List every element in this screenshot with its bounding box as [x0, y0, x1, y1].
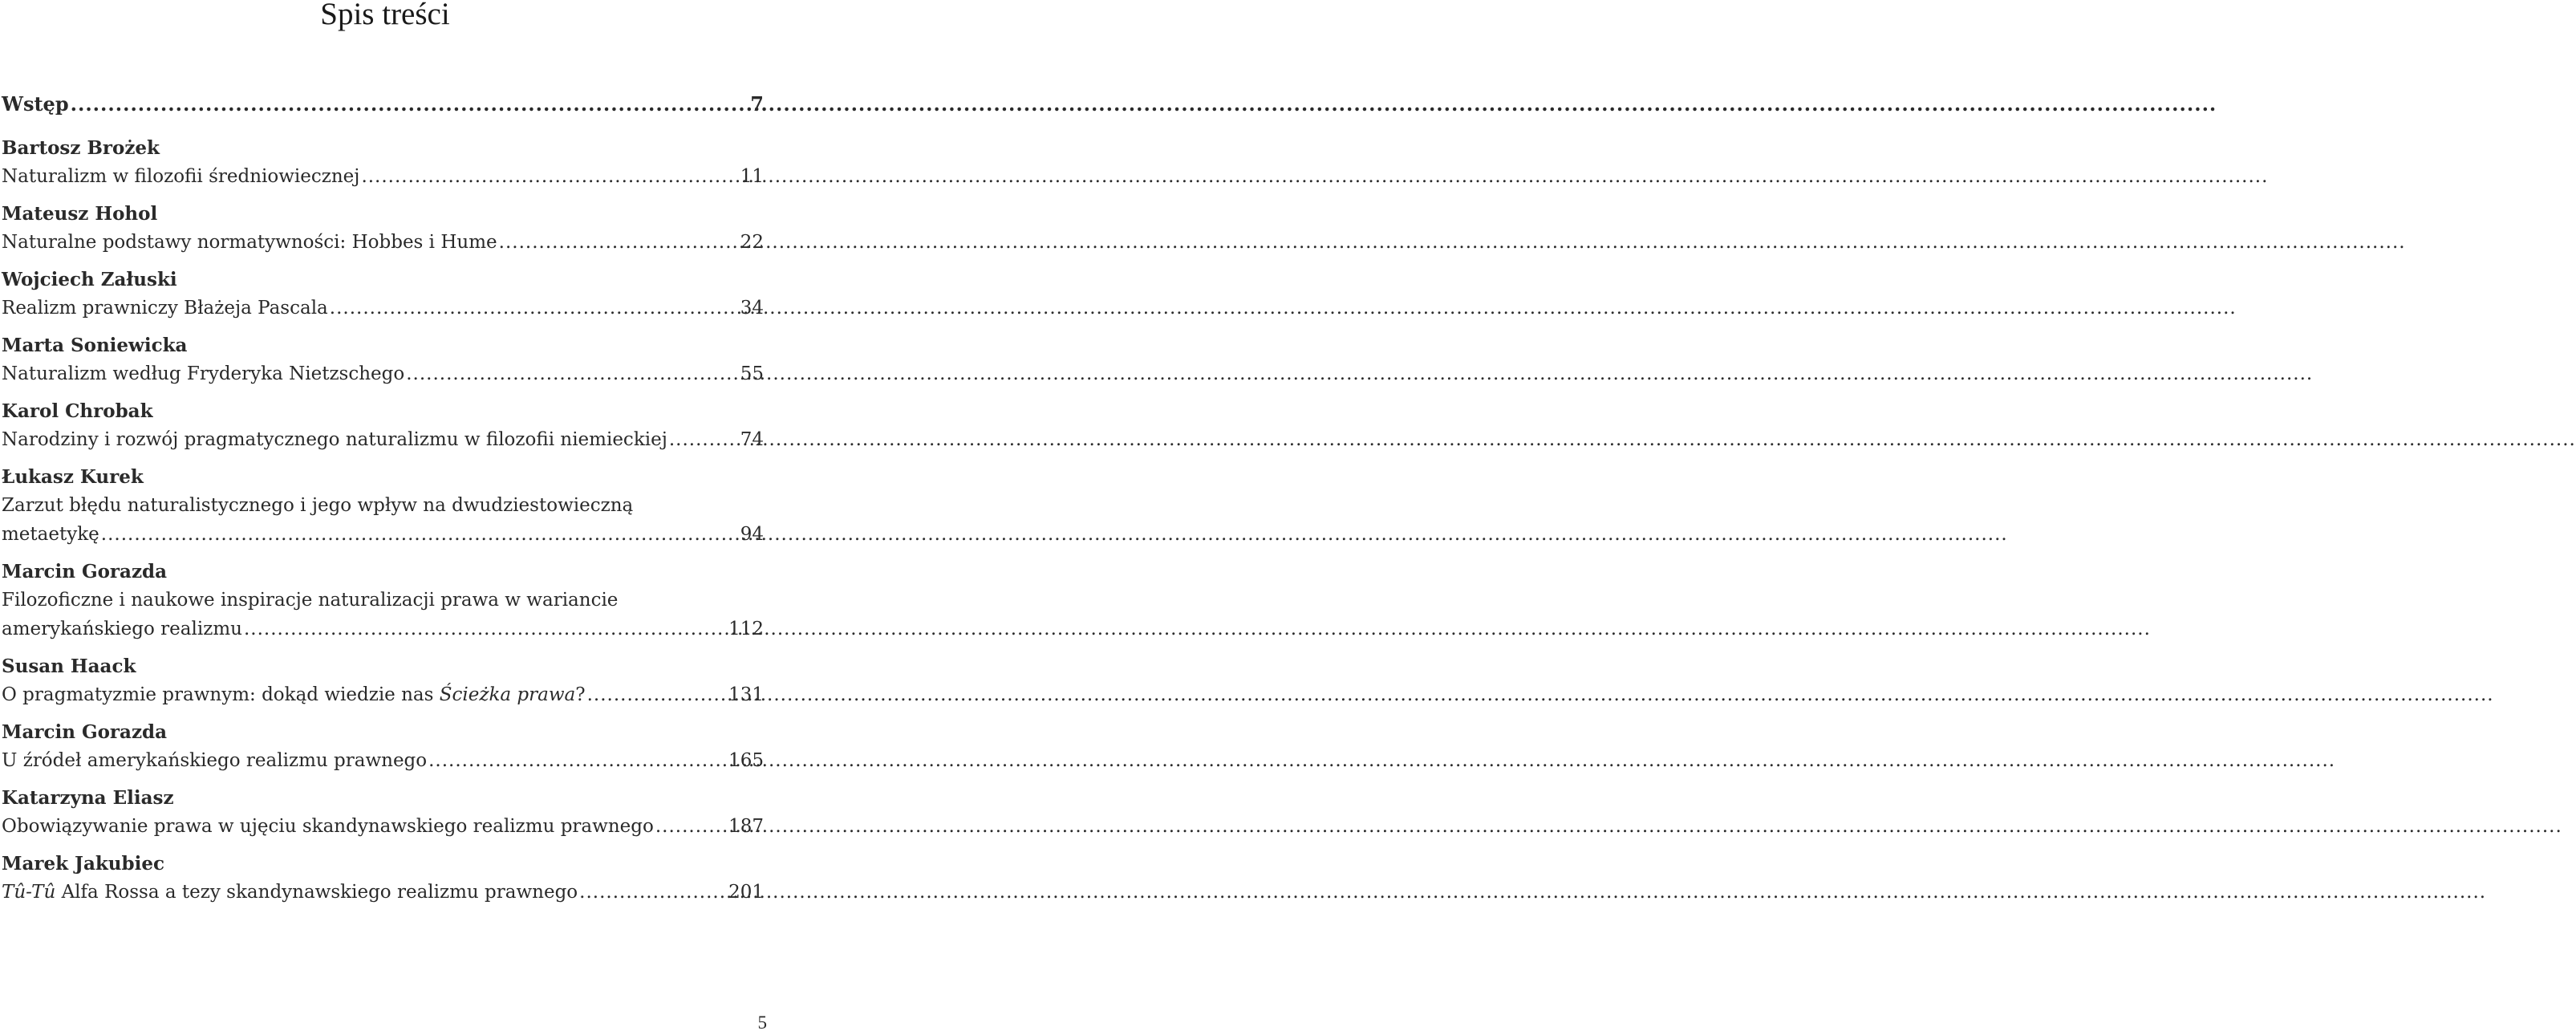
toc-line — [2, 812, 764, 841]
entry-page: 112 — [728, 619, 764, 639]
entry-title: Realizm prawniczy Błażeja Pascala — [2, 298, 328, 319]
toc-entry[interactable] — [2, 135, 764, 191]
toc-entry[interactable] — [2, 266, 764, 323]
toc-entry[interactable] — [2, 785, 764, 841]
toc-line — [2, 228, 764, 257]
entry-title: Wstęp — [2, 92, 69, 116]
entry-title: Naturalizm według Fryderyka Nietzschego — [2, 363, 405, 384]
dot-leader — [499, 228, 739, 257]
toc-line — [2, 294, 764, 323]
entry-title-line: Filozoficzne i naukowe inspiracje naturalizacji prawa w wariancie — [2, 590, 619, 611]
entry-author: Marek Jakubiec — [2, 853, 164, 875]
dot-leader — [361, 162, 738, 191]
toc-entry[interactable] — [2, 558, 764, 643]
toc-entry[interactable] — [2, 464, 764, 549]
dot-leader — [669, 425, 739, 454]
entry-page: 74 — [740, 429, 764, 450]
entry-page: 34 — [740, 298, 764, 319]
entry-author: Susan Haack — [2, 656, 136, 677]
entry-title: metaetykę — [2, 524, 99, 545]
entry-title: Naturalizm w filozofii średniowiecznej — [2, 166, 360, 187]
entry-page: 22 — [740, 232, 764, 253]
dot-leader — [406, 359, 738, 388]
entry-title — [2, 680, 586, 709]
dot-leader — [330, 294, 739, 323]
toc-line — [2, 878, 764, 907]
entry-page: 201 — [728, 882, 764, 903]
dot-leader — [587, 680, 727, 709]
entry-title-text: ? — [575, 684, 586, 705]
entry-author: Wojciech Załuski — [2, 269, 177, 290]
entry-author: Marta Soniewicka — [2, 335, 188, 356]
toc-entry[interactable] — [2, 850, 764, 907]
dot-leader — [579, 878, 727, 907]
entry-title: Obowiązywanie prawa w ujęciu skandynawskiego realizmu prawnego — [2, 816, 654, 837]
toc-line — [2, 162, 764, 191]
toc-entry[interactable] — [2, 398, 764, 454]
entry-page: 187 — [728, 816, 764, 837]
entry-author: Bartosz Brożek — [2, 137, 160, 159]
toc-line — [2, 680, 764, 709]
toc-line — [2, 90, 764, 119]
entry-author: Łukasz Kurek — [2, 466, 144, 488]
entry-title: amerykańskiego realizmu — [2, 619, 242, 639]
entry-title-italic: Ścieżka prawa — [439, 684, 576, 705]
entry-author: Marcin Gorazda — [2, 561, 168, 582]
table-of-contents — [2, 90, 764, 916]
entry-title: U źródeł amerykańskiego realizmu prawnego — [2, 750, 428, 771]
toc-line — [2, 615, 764, 643]
dot-leader — [244, 615, 727, 643]
entry-title-line: Zarzut błędu naturalistycznego i jego wpływ na dwudziestowieczną — [2, 495, 634, 516]
entry-page: 131 — [728, 684, 764, 705]
toc-entry[interactable] — [2, 90, 764, 119]
dot-leader — [655, 812, 727, 841]
entry-author: Marcin Gorazda — [2, 721, 168, 743]
entry-title-text: O pragmatyzmie prawnym: dokąd wiedzie nas — [2, 684, 440, 705]
entry-page: 11 — [740, 166, 764, 187]
toc-entry[interactable] — [2, 653, 764, 709]
entry-page: 165 — [728, 750, 764, 771]
entry-title — [2, 878, 578, 907]
entry-page: 94 — [740, 524, 764, 545]
toc-entry[interactable] — [2, 719, 764, 775]
dot-leader — [101, 520, 739, 549]
entry-title-italic: Tû-Tû — [2, 882, 56, 903]
entry-page: 55 — [740, 363, 764, 384]
page-number: 5 — [757, 1013, 767, 1033]
toc-entry[interactable] — [2, 332, 764, 388]
toc-entry[interactable] — [2, 201, 764, 257]
dot-leader — [428, 746, 727, 775]
entry-title-text: Alfa Rossa a tezy skandynawskiego realizmu prawnego — [55, 882, 578, 903]
entry-title: Naturalne podstawy normatywności: Hobbes i Hume — [2, 232, 497, 253]
entry-author: Mateusz Hohol — [2, 203, 158, 225]
entry-title: Narodziny i rozwój pragmatycznego naturalizmu w filozofii niemieckiej — [2, 429, 667, 450]
entry-page: 7 — [750, 92, 764, 116]
page-title: Spis treści — [320, 0, 450, 31]
dot-leader — [71, 90, 749, 119]
toc-line — [2, 520, 764, 549]
entry-author: Karol Chrobak — [2, 400, 153, 422]
toc-line — [2, 359, 764, 388]
toc-line — [2, 425, 764, 454]
toc-line — [2, 746, 764, 775]
entry-author: Katarzyna Eliasz — [2, 787, 174, 809]
